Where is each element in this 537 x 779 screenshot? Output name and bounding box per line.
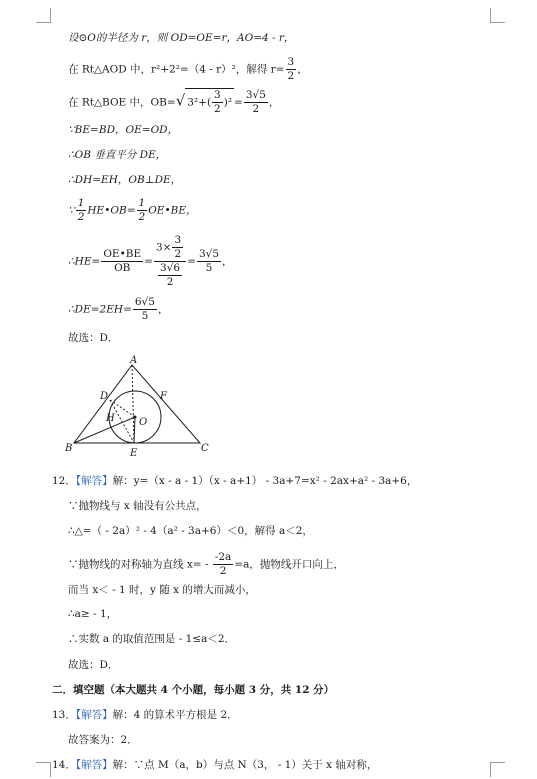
text: 解：y=（x - a - 1）（x - a+1） - 3a+7=x² - 2ax+a² - 3a+6， xyxy=(112,475,418,487)
q14-line-1 xyxy=(52,758,377,772)
text: = xyxy=(144,255,153,268)
segment-ae xyxy=(132,365,134,443)
denominator: 2 xyxy=(219,565,227,577)
denominator: 5 xyxy=(141,310,149,322)
label-a: A xyxy=(130,355,138,366)
question-number: 13． xyxy=(52,709,76,721)
text: OE•BE， xyxy=(148,204,197,217)
label-f: F xyxy=(160,391,167,402)
numerator: 3 xyxy=(174,234,182,246)
q12-line-4 xyxy=(68,551,344,578)
numerator: 3√6 xyxy=(160,262,181,274)
corner-mark-br xyxy=(490,762,505,777)
solution-line-5: ∴OB 垂直平分 DE， xyxy=(68,149,167,161)
label-b: B xyxy=(65,443,73,454)
text: ， xyxy=(222,255,233,268)
question-number: 12． xyxy=(52,475,76,487)
corner-mark-tr xyxy=(490,8,505,23)
compound-fraction xyxy=(154,234,186,289)
q12-line-2: ∵抛物线与 x 轴没有公共点， xyxy=(68,500,207,512)
fraction xyxy=(101,248,143,275)
solution-line-6: ∴DH=EH，OB⊥DE， xyxy=(68,174,182,186)
q12-line-1 xyxy=(52,474,417,488)
segment-oe xyxy=(134,417,135,443)
denominator: 2 xyxy=(174,248,182,260)
denominator: 5 xyxy=(205,262,213,274)
question-number: 14． xyxy=(52,759,76,771)
text: )² xyxy=(223,96,233,109)
q12-line-8: 故选：D． xyxy=(68,659,119,671)
numerator: OE•BE xyxy=(103,248,142,260)
solution-line-9 xyxy=(68,296,168,323)
text: =a，抛物线开口向上， xyxy=(234,558,344,571)
label-o: O xyxy=(139,417,148,428)
numerator: 1 xyxy=(138,197,146,209)
corner-mark-tl xyxy=(36,8,51,23)
text: = xyxy=(187,255,196,268)
text: HE•OB= xyxy=(87,204,136,217)
fraction xyxy=(212,89,223,116)
text: 解：∵点 M（a，b）与点 N（3， - 1）关于 x 轴对称， xyxy=(112,759,378,771)
numerator: 1 xyxy=(77,197,85,209)
triangle-abc xyxy=(74,365,200,443)
center-dot xyxy=(134,416,137,419)
solution-line-2 xyxy=(68,56,308,83)
fraction xyxy=(137,197,148,224)
q12-line-5: 而当 x＜ - 1 时，y 随 x 的增大而减小， xyxy=(68,584,256,596)
q12-line-7: ∴实数 a 的取值范围是 - 1≤a＜2． xyxy=(68,633,236,645)
denominator: OB xyxy=(114,262,131,274)
denominator: 2 xyxy=(77,211,85,223)
solution-line-10: 故选：D． xyxy=(68,332,119,344)
text: ， xyxy=(157,303,169,316)
denominator: 2 xyxy=(138,211,146,223)
text: ， xyxy=(297,63,308,76)
answer-tag: 【解答】 xyxy=(75,475,113,487)
fraction xyxy=(76,197,87,224)
q12-line-6: ∴a≥ - 1， xyxy=(68,608,118,620)
denominator: 2 xyxy=(166,276,174,288)
numerator: 6√5 xyxy=(134,296,155,308)
numerator: 3 xyxy=(214,89,221,101)
denominator xyxy=(154,262,186,289)
solution-line-8 xyxy=(68,234,233,289)
solution-line-4: ∵BE=BD，OE=OD， xyxy=(68,124,179,136)
text: ∴DE=2EH= xyxy=(68,303,132,316)
sqrt-sign: √ xyxy=(175,91,186,110)
corner-mark-bl xyxy=(36,762,51,777)
section-heading: 二．填空题（本大题共 4 个小题，每小题 3 分，共 12 分） xyxy=(52,684,335,696)
fraction xyxy=(286,56,297,83)
fraction xyxy=(197,248,221,275)
fraction xyxy=(133,296,157,323)
denominator: 2 xyxy=(287,70,295,82)
solution-line-7 xyxy=(68,197,197,224)
answer-tag: 【解答】 xyxy=(75,709,113,721)
label-c: C xyxy=(201,443,209,454)
label-h: H xyxy=(106,413,115,424)
q12-line-3: ∴△=（ - 2a）² - 4（a² - 3a+6）＜0，解得 a＜2， xyxy=(68,525,313,537)
triangle-incircle-figure xyxy=(62,355,212,460)
numerator: -2a xyxy=(214,551,232,563)
text: 3× xyxy=(155,241,172,254)
text: 解：4 的算术平方根是 2． xyxy=(112,709,238,721)
q13-line-2: 故答案为：2． xyxy=(68,734,138,746)
solution-line-3 xyxy=(68,88,279,116)
numerator: 3√5 xyxy=(245,89,266,101)
numerator xyxy=(154,234,186,262)
q13-line-1 xyxy=(52,708,238,722)
text: 在 Rt△BOE 中，OB= xyxy=(68,96,176,109)
fraction xyxy=(213,551,234,578)
text: 3²+( xyxy=(187,96,212,109)
text: = xyxy=(234,96,243,109)
numerator: 3 xyxy=(287,56,295,68)
text: ， xyxy=(268,96,280,109)
text: ∴HE= xyxy=(68,255,101,268)
text: ∵ xyxy=(68,204,75,217)
numerator: 3√5 xyxy=(198,248,220,260)
fraction xyxy=(244,89,268,116)
fraction xyxy=(158,262,182,289)
answer-tag: 【解答】 xyxy=(75,759,113,771)
radicand xyxy=(185,88,234,116)
text: 在 Rt△AOD 中，r²+2²=（4 - r）²，解得 r= xyxy=(68,63,285,76)
fraction xyxy=(172,234,183,261)
solution-line-1: 设⊙O的半径为 r，则 OD=OE=r，AO=4 - r， xyxy=(68,32,295,44)
denominator: 2 xyxy=(252,103,260,115)
label-d: D xyxy=(100,391,109,402)
denominator: 2 xyxy=(214,103,221,115)
text: ∵抛物线的对称轴为直线 x= - xyxy=(68,558,212,571)
label-e: E xyxy=(130,448,138,459)
